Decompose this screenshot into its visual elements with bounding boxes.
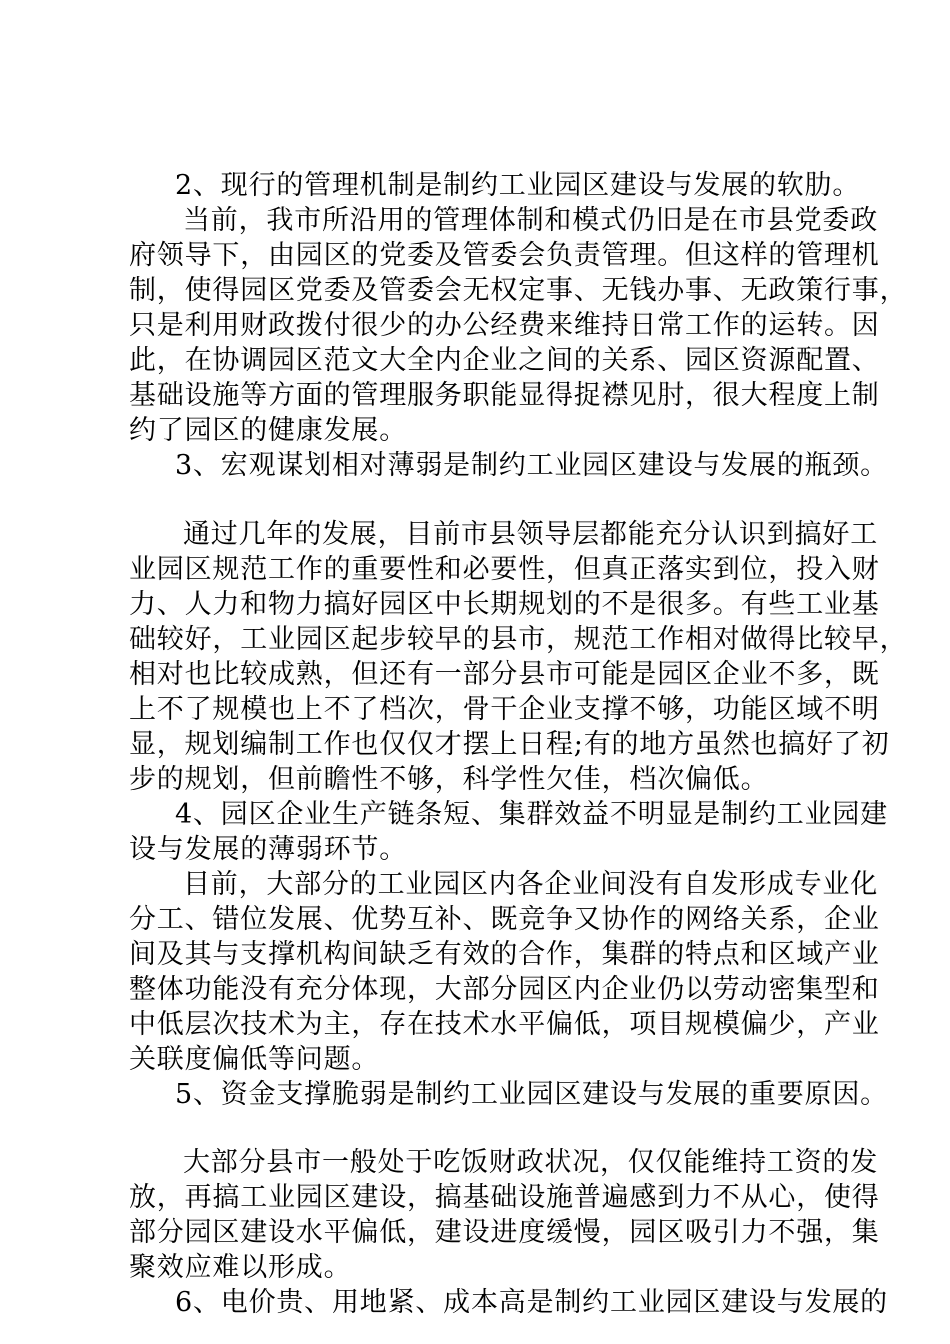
section-heading: 6、电价贵、用地紧、成本高是制约工业园区建设与发展的 [175,1287,888,1318]
paragraph-line: 相对也比较成熟，但还有一部分县市可能是园区企业不多，既 [129,659,880,690]
section-heading-continued: 设与发展的薄弱环节。 [129,834,407,865]
paragraph-line: 步的规划，但前瞻性不够，科学性欠佳，档次偏低。 [129,764,769,795]
paragraph-line: 础较好，工业园区起步较早的县市，规范工作相对做得比较早， [129,624,908,655]
paragraph-line: 显，规划编制工作也仅仅才摆上日程;有的地方虽然也搞好了初 [129,729,890,760]
paragraph-line: 约了园区的健康发展。 [129,415,407,446]
paragraph-line: 放，再搞工业园区建设，搞基础设施普遍感到力不从心，使得 [129,1182,880,1213]
paragraph-line: 关联度偏低等问题。 [129,1044,380,1075]
paragraph-line: 间及其与支撑机构间缺乏有效的合作，集群的特点和区域产业 [129,939,880,970]
paragraph-line: 只是利用财政拨付很少的办公经费来维持日常工作的运转。因 [129,310,880,341]
paragraph-line: 目前，大部分的工业园区内各企业间没有自发形成专业化 [183,869,878,900]
section-heading: 5、资金支撑脆弱是制约工业园区建设与发展的重要原因。 [175,1079,888,1110]
paragraph-line: 当前，我市所沿用的管理体制和模式仍旧是在市县党委政 [183,205,878,236]
paragraph-line: 上不了规模也上不了档次，骨干企业支撑不够，功能区域不明 [129,694,880,725]
paragraph-line: 通过几年的发展，目前市县领导层都能充分认识到搞好工 [183,519,878,550]
paragraph-line: 力、人力和物力搞好园区中长期规划的不是很多。有些工业基 [129,589,880,620]
paragraph-line: 此，在协调园区范文大全内企业之间的关系、园区资源配置、 [129,345,880,376]
paragraph-line: 府领导下，由园区的党委及管委会负责管理。但这样的管理机 [129,240,880,271]
paragraph-line: 中低层次技术为主，存在技术水平偏低，项目规模偏少，产业 [129,1009,880,1040]
section-heading: 3、宏观谋划相对薄弱是制约工业园区建设与发展的瓶颈。 [175,450,888,481]
paragraph-line: 分工、错位发展、优势互补、既竞争又协作的网络关系，企业 [129,904,880,935]
paragraph-line: 基础设施等方面的管理服务职能显得捉襟见肘，很大程度上制 [129,380,880,411]
section-heading: 4、园区企业生产链条短、集群效益不明显是制约工业园建 [175,799,888,830]
paragraph-line: 部分园区建设水平偏低，建设进度缓慢，园区吸引力不强，集 [129,1217,880,1248]
paragraph-line: 制，使得园区党委及管委会无权定事、无钱办事、无政策行事， [129,275,908,306]
paragraph-line: 聚效应难以形成。 [129,1252,352,1283]
paragraph-line: 业园区规范工作的重要性和必要性，但真正落实到位，投入财 [129,554,880,585]
paragraph-line: 大部分县市一般处于吃饭财政状况，仅仅能维持工资的发 [183,1147,878,1178]
paragraph-line: 整体功能没有充分体现，大部分园区内企业仍以劳动密集型和 [129,974,880,1005]
section-heading: 2、现行的管理机制是制约工业园区建设与发展的软肋。 [175,170,861,201]
